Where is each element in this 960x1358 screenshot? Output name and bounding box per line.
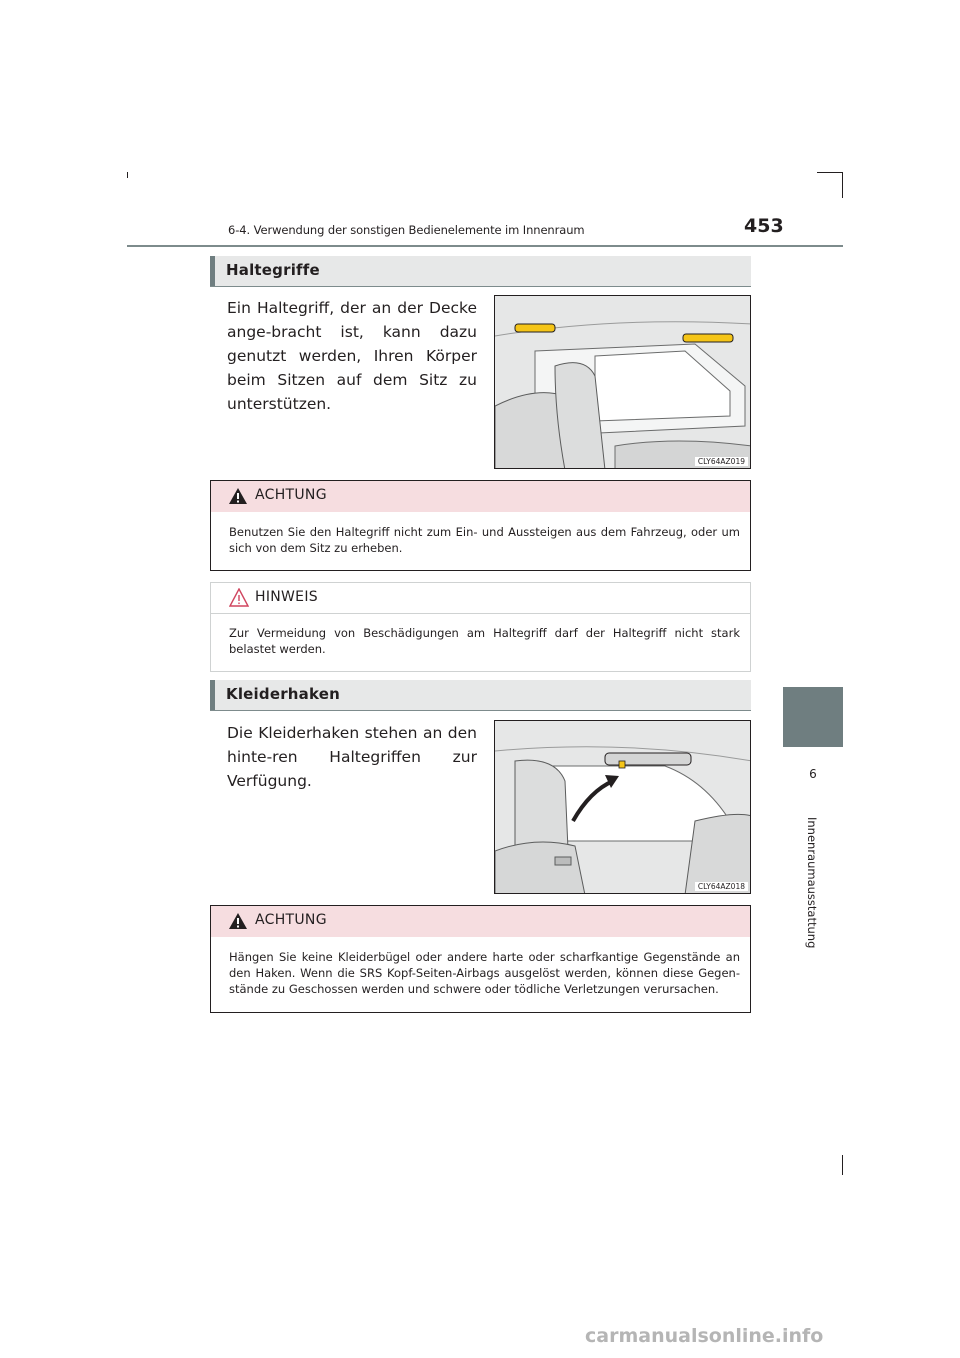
warning-box (210, 905, 751, 1013)
kleiderhaken-description: Die Kleiderhaken stehen an den hinte-ren Haltegriffen zur Verfügung. (227, 724, 477, 790)
header-rule (127, 245, 843, 247)
crop-mark (842, 172, 843, 198)
warning-text: Benutzen Sie den Haltegriff nicht zum Ein- und Aussteigen aus dem Fahrzeug, oder um sich von dem Sitz zu erheben. (229, 525, 740, 555)
image-code: CLY64AZ019 (695, 457, 748, 466)
page-number: 453 (744, 215, 784, 237)
caution-icon (229, 588, 249, 607)
section-title: Haltegriffe (226, 261, 320, 279)
warning-header (211, 906, 750, 937)
grab-handle-illustration (494, 295, 751, 469)
warning-label: ACHTUNG (255, 487, 327, 503)
notice-text: Zur Vermeidung von Beschädigungen am Haltegriff darf der Haltegriff nicht stark belastet werden. (229, 626, 740, 656)
haltegriffe-description: Ein Haltegriff, der an der Decke ange-bracht ist, kann dazu genutzt werden, Ihren Körper beim Sitzen auf dem Sitz zu unterstützen. (227, 299, 477, 413)
warning-icon (229, 913, 247, 929)
chapter-label: Innenraumausstattung (805, 817, 819, 949)
warning-header (211, 481, 750, 512)
chapter-number: 6 (809, 767, 817, 781)
warning-text: Hängen Sie keine Kleiderbügel oder andere harte oder scharfkantige Gegenstände an den Haken. Wenn die SRS Kopf-Seiten-Airbags ausgelöst werden, können diese Gegen-stände zu Geschossen werden und schwere oder tödliche Verletzungen verursachen. (229, 950, 740, 996)
notice-label: HINWEIS (255, 589, 318, 605)
crop-mark (842, 1155, 843, 1175)
car-interior-drawing (495, 721, 751, 894)
notice-box (210, 582, 751, 672)
car-interior-drawing (495, 296, 751, 469)
section-accent (210, 256, 215, 286)
section-title: Kleiderhaken (226, 685, 341, 703)
warning-box (210, 480, 751, 571)
watermark: carmanualsonline.info (585, 1325, 824, 1347)
section-heading-haltegriffe (210, 256, 751, 287)
warning-icon (229, 488, 247, 504)
coat-hook-illustration (494, 720, 751, 894)
chapter-tab (783, 687, 843, 747)
section-heading-kleiderhaken (210, 680, 751, 711)
crop-mark (127, 172, 128, 178)
notice-header (211, 583, 750, 614)
section-accent (210, 680, 215, 710)
crop-mark (817, 172, 843, 173)
warning-label: ACHTUNG (255, 912, 327, 928)
chapter-header: 6-4. Verwendung der sonstigen Bedienelemente im Innenraum (228, 223, 585, 237)
image-code: CLY64AZ018 (695, 882, 748, 891)
